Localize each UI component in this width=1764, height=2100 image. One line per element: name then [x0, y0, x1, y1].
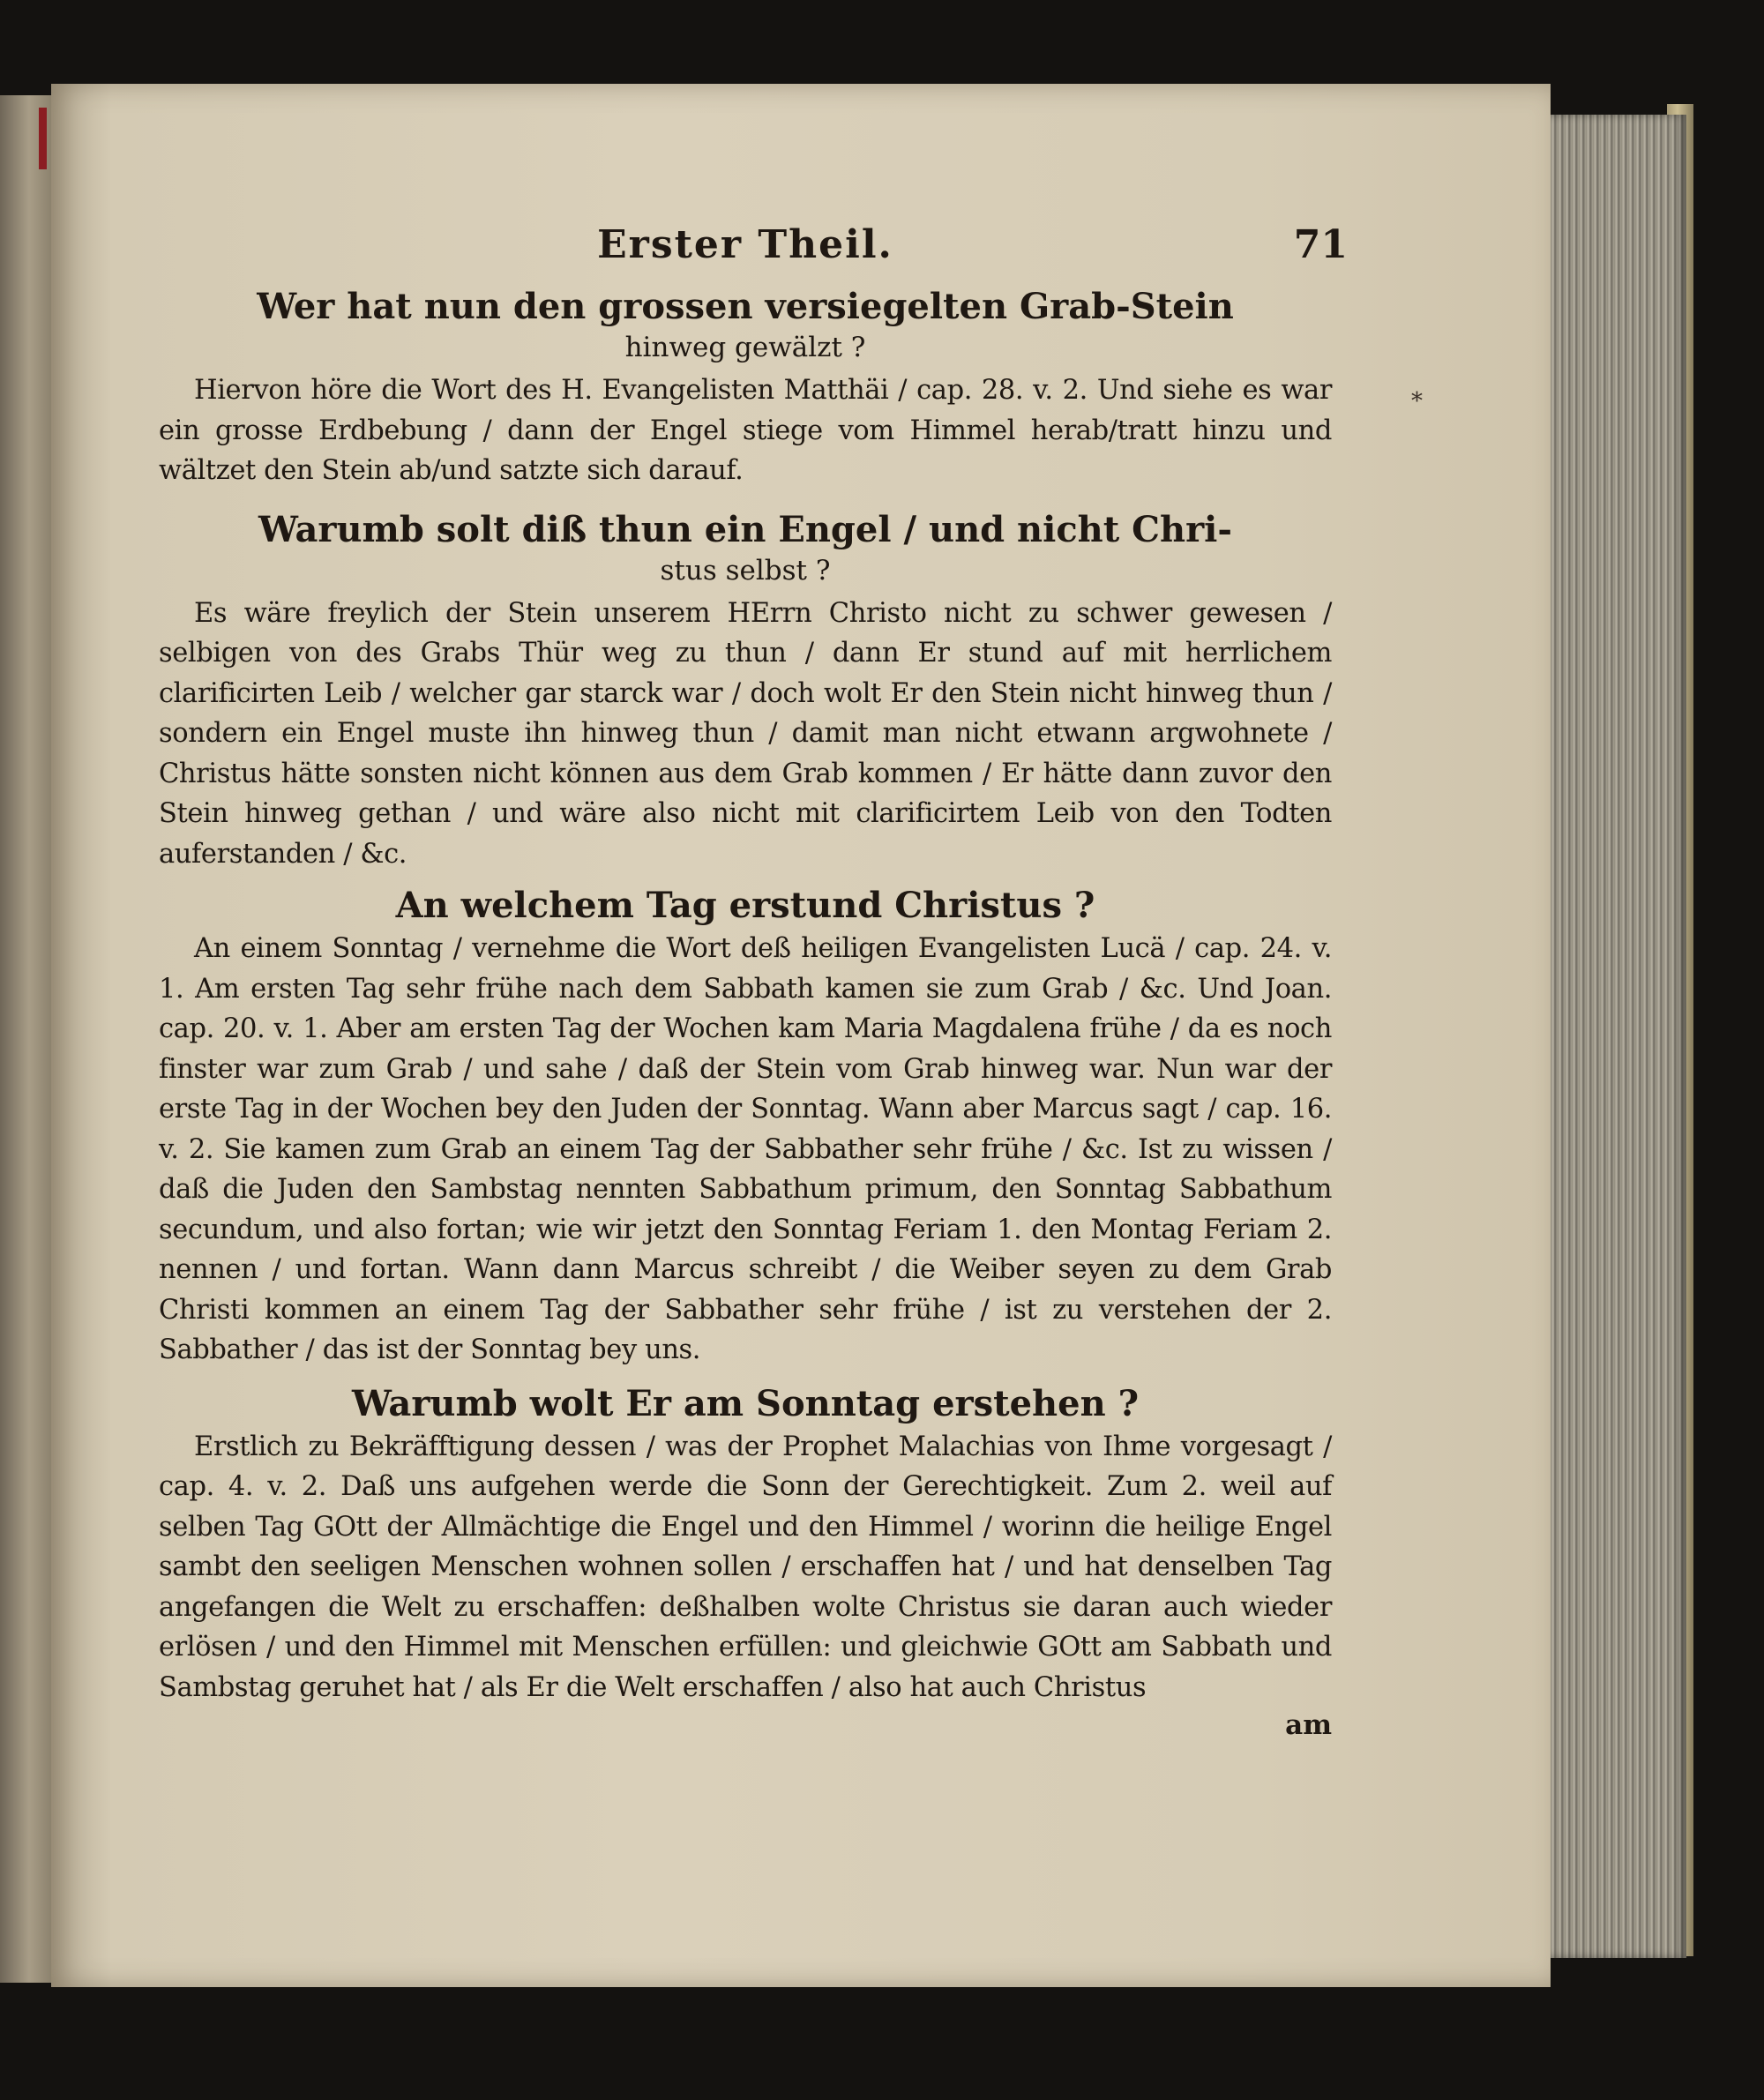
answer-paragraph: Es wäre freylich der Stein unserem HErrn Christo nicht zu schwer gewesen / selbigen von des Grabs Thür weg zu thun / dann Er stund auf mit herrlichem clarificirten Leib / welcher gar starck war / doch wolt Er den Stein nicht hinweg thun / sondern ein Engel muste ihn hinweg thun / damit man nicht etwann argwohnete / Christus hätte sonsten nicht können aus dem Grab kommen / Er hätte dann zuvor den Stein hinweg gethan / und wäre also nicht mit clarificirtem Leib von den Todten auferstanden / &c. [159, 597, 1332, 870]
section-warumb-sonntag [159, 1381, 1332, 1708]
page-number: 71 [1293, 222, 1348, 267]
page-stack-edges [1536, 115, 1686, 1958]
running-head: Erster Theil. [597, 222, 893, 267]
answer-paragraph: Hiervon höre die Wort des H. Evangelisten Matthäi / cap. 28. v. 2. Und siehe es war ein grosse Erdbebung / dann der Engel stiege vom Himmel herab/tratt hinzu und wältzet den Stein ab/und satzte sich darauf. [159, 375, 1332, 486]
section-grab-stein [159, 284, 1332, 491]
margin-star-mark: * [1411, 388, 1423, 415]
question-heading-continued: stus selbst ? [660, 554, 831, 587]
page-header [159, 222, 1348, 284]
question-heading-continued: hinweg gewälzt ? [624, 332, 866, 363]
facing-page-edge [0, 95, 53, 1983]
question-heading: Warumb wolt Er am Sonntag erstehen ? [351, 1382, 1140, 1424]
ribbon-marker [39, 108, 47, 169]
question-heading: Wer hat nun den grossen versiegelten Grab-Stein [257, 286, 1234, 327]
question-heading: An welchem Tag erstund Christus ? [395, 885, 1095, 926]
answer-paragraph: Erstlich zu Bekräfftigung dessen / was der Prophet Malachias von Ihme vorgesagt / cap. 4. v. 2. Daß uns aufgehen werde die Sonn der Gerechtigkeit. Zum 2. weil auf selben Tag GOtt der Allmächtige die Engel und den Himmel / worinn die heilige Engel sambt den seeligen Menschen wohnen sollen / erschaffen hat / und hat denselben Tag angefangen die Welt zu erschaffen: deßhalben wolte Christus sie daran auch wieder erlösen / und den Himmel mit Menschen erfüllen: und gleichwie GOtt am Sabbath und Sambstag geruhet hat / als Er die Welt erschaffen / also hat auch Christus [159, 1431, 1332, 1703]
page-text [159, 222, 1348, 1743]
section-engel [159, 507, 1332, 875]
answer-paragraph: An einem Sonntag / vernehme die Wort deß heiligen Evangelisten Lucä / cap. 24. v. 1. Am ersten Tag sehr frühe nach dem Sabbath kamen sie zum Grab / &c. Und Joan. cap. 20. v. 1. Aber am ersten Tag der Wochen kam Maria Magdalena frühe / da es noch finster war zum Grab / und sahe / daß der Stein vom Grab hinweg war. Nun war der erste Tag in der Wochen bey den Juden der Sonntag. Wann aber Marcus sagt / cap. 16. v. 2. Sie kamen zum Grab an einem Tag der Sabbather sehr frühe / &c. Ist zu wissen / daß die Juden den Sambstag nennten Sabbathum primum, den Sonntag Sabbathum secundum, und also fortan; wie wir jetzt den Sonntag Feriam 1. den Montag Feriam 2. nennen / und fortan. Wann dann Marcus schreibt / die Weiber seyen zu dem Grab Christi kommen an einem Tag der Sabbather sehr frühe / ist zu verstehen der 2. Sabbather / das ist der Sonntag bey uns. [159, 933, 1332, 1365]
question-heading: Warumb solt diß thun ein Engel / und nicht Chri- [258, 508, 1232, 550]
section-sonntag [159, 883, 1332, 1371]
catchword: am [1285, 1709, 1332, 1741]
